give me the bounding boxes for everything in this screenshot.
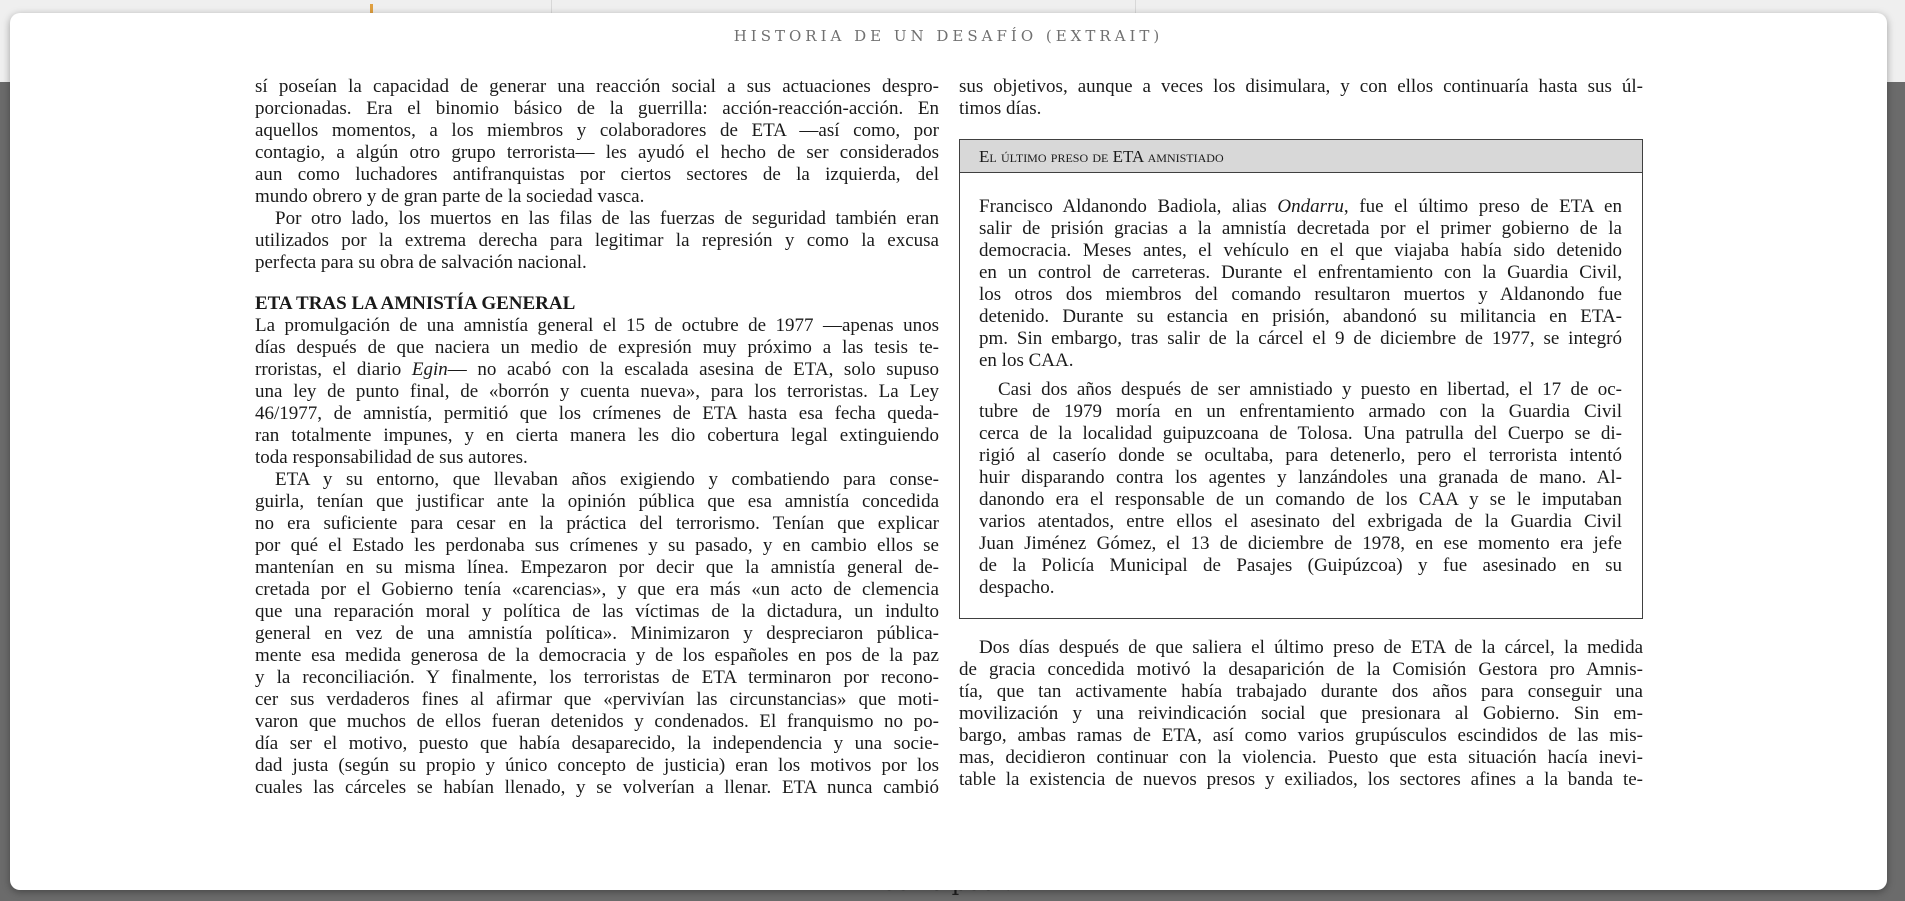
text-line: porcionadas. Era el binomio básico de la guerrilla: acción-reacción-acción. En [255, 98, 939, 119]
text-line: bargo, ambas ramas de ETA, así como varios grupúsculos escindidos de las mis- [959, 725, 1643, 746]
text-line: movilización y una reivindicación social que presionara al Gobierno. Sin em- [959, 703, 1643, 724]
text-line: tía, que tan activamente había trabajado durante dos años para conseguir una [959, 681, 1643, 702]
text-line: mundo obrero y de gran parte de la sociedad vasca. [255, 186, 645, 207]
text-line: timos días. [959, 98, 1042, 119]
text-line [979, 196, 1622, 218]
text-line: La promulgación de una amnistía general el 15 de octubre de 1977 —apenas unos [255, 315, 939, 336]
text-line: día ser el motivo, puesto que había desaparecido, la independencia y una socie- [255, 733, 939, 754]
text-line: mantenían en su misma línea. Empezaron por decir que la amnistía general de- [255, 557, 939, 578]
text-line: cerca de la localidad guipuzcoana de Tolosa. Una patrulla del Cuerpo se di- [979, 423, 1622, 444]
text-line: no era suficiente para cesar en la práctica del terrorismo. Tenían que explicar [255, 513, 939, 534]
text-line: aun como luchadores antifranquistas por ciertos sectores de la izquierda, del [255, 164, 939, 185]
text-line: utilizados por la extrema derecha para legitimar la represión y como la excusa [255, 230, 939, 251]
text-line: sí poseían la capacidad de generar una reacción social a sus actuaciones despro- [255, 76, 939, 97]
paragraph [255, 76, 939, 208]
text-line: de la Policía Municipal de Pasajes (Guipúzcoa) y fue asesinado en su [979, 555, 1622, 576]
right-text-column-continued [959, 637, 1643, 791]
text-fragment: , fue el último preso de ETA en [1343, 196, 1622, 217]
text-line: despacho. [979, 577, 1055, 598]
text-line: Dos días después de que saliera el último preso de ETA de la cárcel, la medida [979, 637, 1643, 658]
text-line: una ley de punto final, de «borrón y cuenta nueva», para los terroristas. La Ley [255, 381, 939, 402]
text-line: tubre de 1979 moría en un enfrentamiento armado con la Guardia Civil [979, 401, 1622, 422]
text-line: en un control de carreteras. Durante el enfrentamiento con la Guardia Civil, [979, 262, 1622, 283]
text-line: danondo era el responsable de un comando de los CAA y se le imputaban [979, 489, 1622, 510]
paragraph [959, 637, 1643, 791]
text-line: general en vez de una amnistía política». Minimizaron y despreciaron pública- [255, 623, 939, 644]
text-fragment: — no acabó con la escalada asesina de ETA, solo supuso [447, 359, 939, 380]
right-text-column [959, 76, 1643, 120]
text-line: sus objetivos, aunque a veces los disimulara, y con ellos continuaría hasta sus úl- [959, 76, 1643, 97]
text-line: Por otro lado, los muertos en las filas de las fuerzas de seguridad también eran [275, 208, 939, 229]
text-line: salir de prisión gracias a la amnistía decretada por el primer gobierno de la [979, 218, 1622, 239]
text-line: varon que muchos de ellos fueran detenidos y condenados. El franquismo no po- [255, 711, 939, 732]
sidebar-box-title: El último preso de ETA amnistiado [960, 140, 1642, 173]
text-line: democracia. Meses antes, el vehículo en el que viajaba había sido detenido [979, 240, 1622, 261]
text-line: y la reconciliación. Y finalmente, los terroristas de ETA terminaron por recono- [255, 667, 939, 688]
paragraph [255, 315, 939, 469]
text-line: los otros dos miembros del comando resultaron muertos y Aldanondo fue [979, 284, 1622, 305]
paragraph [979, 196, 1622, 372]
text-line: Casi dos años después de ser amnistiado y puesto en libertad, el 17 de oc- [998, 379, 1622, 400]
text-line: perfecta para su obra de salvación nacional. [255, 252, 587, 273]
text-line: dad justa (según su propio y único concepto de justicia) eran los motivos por los [255, 755, 939, 776]
text-line: de gracia concedida motivó la desaparición de la Comisión Gestora pro Amnis- [959, 659, 1643, 680]
text-fragment: Francisco Aldanondo Badiola, alias [979, 196, 1267, 217]
text-line: cer sus verdaderos fines al afirmar que «pervivían las circunstancias» que moti- [255, 689, 939, 710]
italic-alias: Ondarru [1277, 196, 1344, 217]
text-line: ran totalmente impunes, y en cierta manera les dio cobertura legal extinguiendo [255, 425, 939, 446]
text-line: cretada por el Gobierno tenía «carencias», y que era más «un acto de clemencia [255, 579, 939, 600]
text-line: table la existencia de nuevos presos y exiliados, los sectores afines a la banda te- [959, 769, 1643, 790]
text-line: aquellos momentos, a los miembros y colaboradores de ETA —así como, por [255, 120, 939, 141]
text-line: mente esa medida generosa de la democracia y de los españoles en pos de la paz [255, 645, 939, 666]
paragraph [255, 469, 939, 799]
text-line: pm. Sin embargo, tras salir de la cárcel el 9 de diciembre de 1977, se integró [979, 328, 1622, 349]
text-line: que una reparación moral y política de las víctimas de la dictadura, un indulto [255, 601, 939, 622]
sidebar-box [959, 139, 1643, 619]
text-line: varios atentados, entre ellos el asesinato del exbrigada de la Guardia Civil [979, 511, 1622, 532]
left-text-column [255, 76, 939, 799]
paragraph [255, 208, 939, 274]
text-line: cuales las cárceles se habían llenado, y se volverían a llenar. ETA nunca cambió [255, 777, 939, 798]
text-line: mas, decidieron continuar con la violencia. Puesto que esta situación hacía inevi- [959, 747, 1643, 768]
section-heading: ETA TRAS LA AMNISTÍA GENERAL [255, 293, 576, 314]
text-line: detenido. Durante su estancia en prisión, abandonó su militancia en ETA- [979, 306, 1622, 327]
text-line: guirla, tenían que justificar ante la opinión pública que esa amnistía concedida [255, 491, 939, 512]
text-line: por qué el Estado les perdonaba sus crímenes y su pasado, y en cambio ellos se [255, 535, 939, 556]
text-line: toda responsabilidad de sus autores. [255, 447, 528, 468]
document-preview-modal [10, 13, 1887, 890]
italic-newspaper-name: Egin [411, 359, 448, 380]
modal-title: HISTORIA DE UN DESAFÍO (EXTRAIT) [733, 27, 1164, 45]
text-line: ETA y su entorno, que llevaban años exigiendo y combatiendo para conse- [275, 469, 939, 490]
sidebar-box-body [979, 196, 1622, 599]
text-line: contagio, a algún otro grupo terrorista— les ayudó el hecho de ser considerados [255, 142, 939, 163]
text-fragment: rroristas, el diario [255, 359, 402, 380]
text-line: días después de que naciera un medio de expresión muy próximo a las tesis te- [255, 337, 939, 358]
text-line: rigió al caserío donde se ocultaba, para detenerlo, pero el terrorista intentó [979, 445, 1622, 466]
text-line: Juan Jiménez Gómez, el 13 de diciembre de 1978, en ese momento era jefe [979, 533, 1622, 554]
text-line: 46/1977, de amnistía, permitió que los crímenes de ETA hasta esa fecha queda- [255, 403, 939, 424]
text-line: huir disparando contra los agentes y lanzándoles una granada de mano. Al- [979, 467, 1622, 488]
text-line: en los CAA. [979, 350, 1074, 371]
text-line [255, 359, 939, 381]
paragraph [979, 379, 1622, 599]
paragraph [959, 76, 1643, 120]
